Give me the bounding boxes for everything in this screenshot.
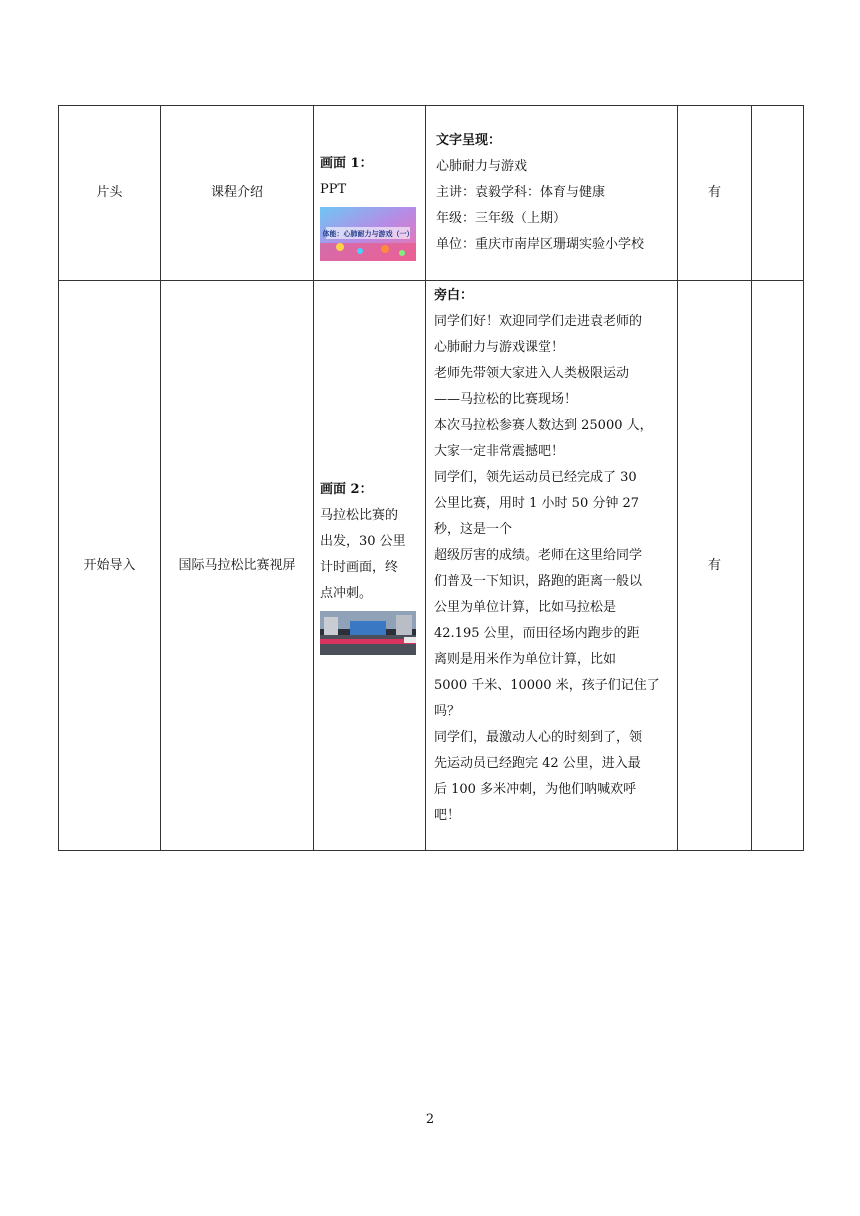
narration-line: 同学们好！欢迎同学们走进袁老师的 <box>434 314 643 329</box>
narration-line: 5000 千米、10000 米，孩子们记住了 <box>434 678 660 693</box>
narration-line: 公里比赛，用时 1 小时 50 分钟 27 <box>434 496 640 511</box>
empty-cell <box>752 281 804 851</box>
narration-line: 们普及一下知识，路跑的距离一般以 <box>434 574 643 589</box>
text-line: 单位：重庆市南岸区珊瑚实验小学校 <box>436 237 645 252</box>
narration-line: 心肺耐力与游戏课堂！ <box>434 340 565 355</box>
narration-line: 老师先带领大家进入人类极限运动 <box>434 366 630 381</box>
has-cell: 有 <box>678 281 752 851</box>
text-line: 主讲：袁毅学科：体育与健康 <box>436 185 606 200</box>
page-number: 2 <box>425 1112 435 1127</box>
table-row <box>59 281 804 851</box>
narration-line: 公里为单位计算，比如马拉松是 <box>434 600 617 615</box>
screen-title: 画面 2： <box>320 481 373 497</box>
text-title: 文字呈现： <box>436 133 502 148</box>
narration-line: 42.195 公里，而田径场内跑步的距 <box>434 626 640 641</box>
screen-cell <box>314 281 426 851</box>
screen-desc-line: 计时画面，终 <box>320 559 399 575</box>
ppt-thumbnail <box>320 207 416 261</box>
narration-line: 同学们，最激动人心的时刻到了，领 <box>434 730 643 745</box>
narration-line: 离则是用米作为单位计算，比如 <box>434 652 617 667</box>
narration-line: 后 100 多米冲刺，为他们呐喊欢呼 <box>434 782 637 797</box>
narration-line: 同学们，领先运动员已经完成了 30 <box>434 470 637 485</box>
narration-line: 超级厉害的成绩。老师在这里给同学 <box>434 548 643 563</box>
narration-line: 吧！ <box>434 808 461 823</box>
narration-line: 秒，这是一个 <box>434 522 513 537</box>
text-line: 年级：三年级（上期） <box>436 211 567 226</box>
content-cell: 国际马拉松比赛视屏 <box>161 281 314 851</box>
table-row <box>59 106 804 281</box>
narration-cell <box>426 281 678 851</box>
screen-title: 画面 1： <box>320 156 373 171</box>
segment-cell: 开始导入 <box>59 281 161 851</box>
screen-cell <box>314 106 426 281</box>
text-line: 心肺耐力与游戏 <box>436 159 528 174</box>
narration-line: 本次马拉松参赛人数达到 25000 人， <box>434 418 653 433</box>
screen-desc: PPT <box>320 182 347 197</box>
narration-title: 旁白： <box>434 288 474 303</box>
narration-line: 吗？ <box>434 704 461 719</box>
marathon-thumbnail <box>320 611 416 655</box>
empty-cell <box>752 106 804 281</box>
content-cell: 课程介绍 <box>161 106 314 281</box>
text-cell <box>426 106 678 281</box>
narration-line: 先运动员已经跑完 42 公里，进入最 <box>434 756 641 771</box>
narration-line: 大家一定非常震撼吧！ <box>434 444 565 459</box>
screen-desc-line: 出发，30 公里 <box>320 533 406 549</box>
screen-desc-line: 马拉松比赛的 <box>320 507 399 523</box>
screen-desc-line: 点冲刺。 <box>320 585 373 601</box>
narration-line: ——马拉松的比赛现场！ <box>434 392 578 407</box>
has-cell: 有 <box>678 106 752 281</box>
thumb-caption: 体能：心肺耐力与游戏（一） <box>322 230 414 238</box>
segment-cell: 片头 <box>59 106 161 281</box>
lesson-table <box>58 105 804 851</box>
